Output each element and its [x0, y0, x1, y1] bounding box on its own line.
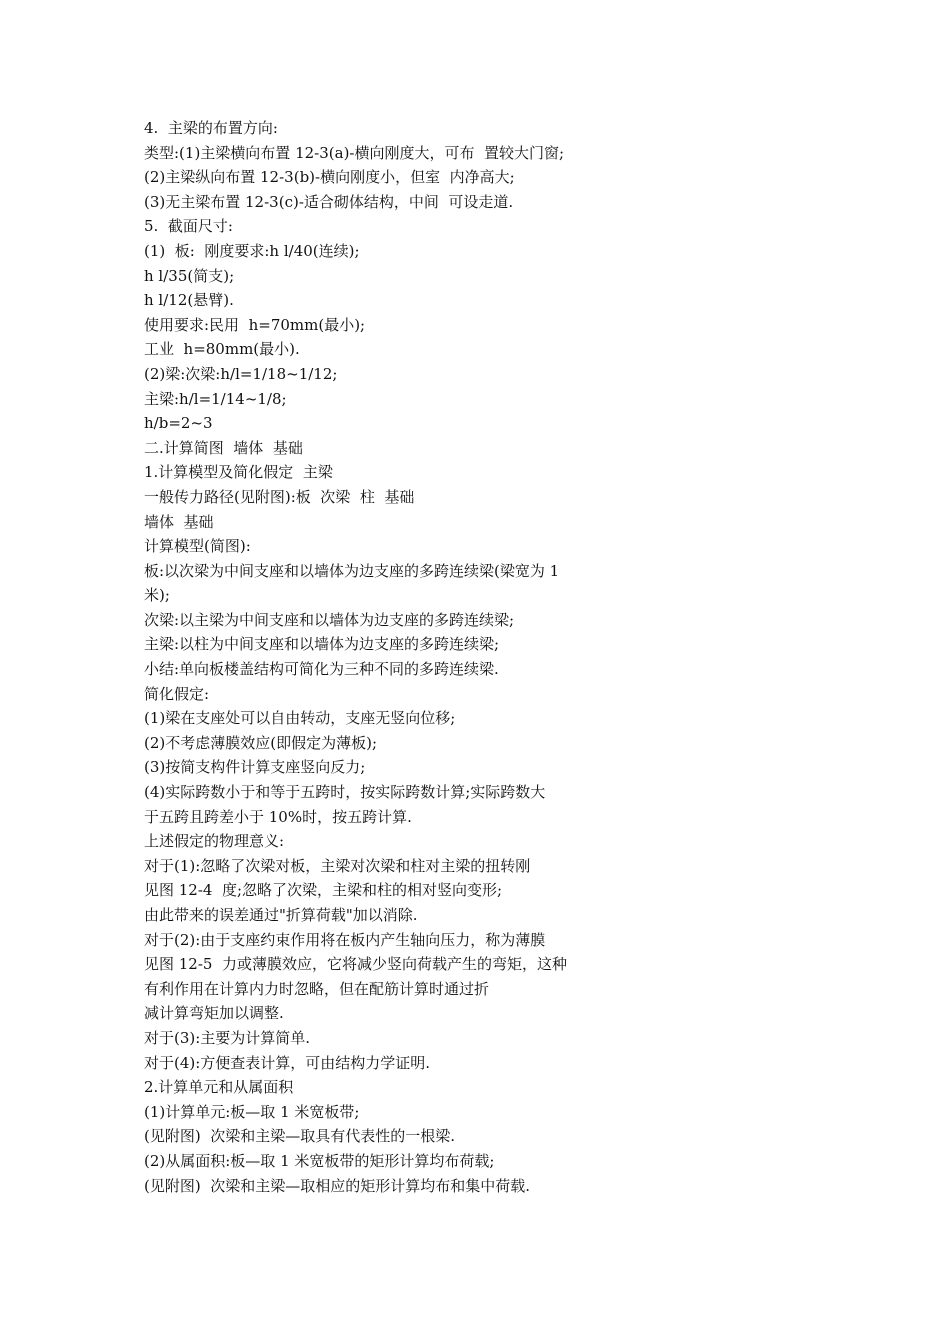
text-line: 对于(4):方便查表计算，可由结构力学证明.: [144, 1053, 431, 1072]
text-line: 5. 截面尺寸:: [144, 217, 233, 236]
text-line: 上述假定的物理意义:: [144, 832, 285, 851]
text-line: 见图 12-4 度;忽略了次梁，主梁和柱的相对竖向变形;: [144, 881, 503, 900]
text-line: 有利作用在计算内力时忽略，但在配筋计算时通过折: [144, 979, 490, 998]
text-line: 二.计算简图 墙体 基础: [144, 438, 303, 457]
text-line: 类型:(1)主梁横向布置 12-3(a)-横向刚度大，可布 置较大门窗;: [144, 143, 565, 162]
text-line: 由此带来的误差通过"折算荷载"加以消除.: [144, 906, 418, 924]
text-line: (2)主梁纵向布置 12-3(b)-横向刚度小，但室 内净高大;: [144, 168, 515, 187]
text-line: 工业 h=80mm(最小).: [144, 340, 300, 359]
text-line: h/b=2~3: [144, 414, 213, 433]
text-line: (2)从属面积:板—取 1 米宽板带的矩形计算均布荷载;: [144, 1151, 495, 1170]
text-line: 次梁:以主梁为中间支座和以墙体为边支座的多跨连续梁;: [144, 610, 515, 629]
text-line: 对于(2):由于支座约束作用将在板内产生轴向压力，称为薄膜: [144, 930, 546, 949]
text-line: 墙体 基础: [144, 512, 214, 531]
text-line: (1) 板: 刚度要求:h l/40(连续);: [144, 241, 360, 260]
text-line: 对于(1):忽略了次梁对板，主梁对次梁和柱对主梁的扭转刚: [144, 856, 531, 875]
text-line: 主梁:h/l=1/14~1/8;: [144, 389, 287, 408]
text-line: (1)梁在支座处可以自由转动，支座无竖向位移;: [144, 709, 456, 728]
text-line: (见附图) 次梁和主梁—取具有代表性的一根梁.: [144, 1127, 456, 1146]
text-line: (4)实际跨数小于和等于五跨时，按实际跨数计算;实际跨数大: [144, 783, 546, 802]
document-body: [144, 116, 844, 1198]
text-line: h l/12(悬臂).: [144, 291, 234, 310]
text-line: 板:以次梁为中间支座和以墙体为边支座的多跨连续梁(梁宽为 1: [144, 561, 560, 580]
text-line: (3)无主梁布置 12-3(c)-适合砌体结构，中间 可设走道.: [144, 192, 514, 211]
text-line: 一般传力路径(见附图):板 次梁 柱 基础: [144, 487, 415, 506]
text-line: h l/35(简支);: [144, 266, 235, 285]
text-line: 简化假定:: [144, 684, 210, 703]
text-line: 对于(3):主要为计算简单.: [144, 1028, 311, 1047]
text-line: (2)梁:次梁:h/l=1/18~1/12;: [144, 364, 338, 383]
text-line: 计算模型(简图):: [144, 537, 251, 556]
text-line: (2)不考虑薄膜效应(即假定为薄板);: [144, 733, 378, 752]
text-line: (3)按简支构件计算支座竖向反力;: [144, 758, 366, 777]
text-line: 主梁:以柱为中间支座和以墙体为边支座的多跨连续梁;: [144, 635, 500, 654]
text-line: (1)计算单元:板—取 1 米宽板带;: [144, 1102, 360, 1121]
text-line: 小结:单向板楼盖结构可简化为三种不同的多跨连续梁.: [144, 660, 499, 679]
text-line: (见附图) 次梁和主梁—取相应的矩形计算均布和集中荷载.: [144, 1176, 531, 1195]
text-line: 4. 主梁的布置方向:: [144, 119, 278, 137]
text-line: 2.计算单元和从属面积: [144, 1078, 294, 1097]
text-line: 使用要求:民用 h=70mm(最小);: [144, 315, 366, 334]
text-line: 见图 12-5 力或薄膜效应，它将减少竖向荷载产生的弯矩，这种: [144, 955, 568, 974]
text-line: 减计算弯矩加以调整.: [144, 1004, 284, 1023]
text-line: 1.计算模型及简化假定 主梁: [144, 463, 333, 482]
text-line: 于五跨且跨差小于 10%时，按五跨计算.: [144, 807, 412, 826]
text-line: 米);: [144, 586, 170, 605]
